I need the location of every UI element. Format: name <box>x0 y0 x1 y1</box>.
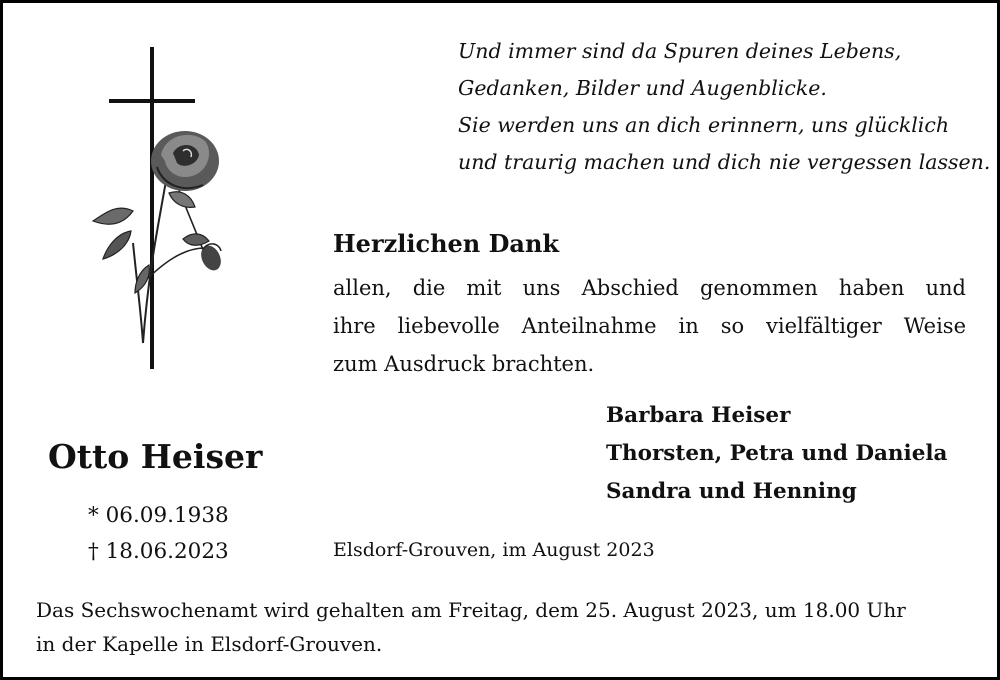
place-and-date: Elsdorf-Grouven, im August 2023 <box>333 539 655 561</box>
thanks-message <box>333 269 966 383</box>
family-member-line: Sandra und Henning <box>606 479 857 504</box>
poem-line: Und immer sind da Spuren deines Lebens, <box>458 39 902 63</box>
poem-line: Gedanken, Bilder und Augenblicke. <box>458 76 827 100</box>
thanks-line: ihre liebevolle Anteilnahme in so vielfältiger Weise <box>333 314 966 338</box>
thanks-heading: Herzlichen Dank <box>333 229 560 258</box>
mass-notice-line: Das Sechswochenamt wird gehalten am Freitag, dem 25. August 2023, um 18.00 Uhr <box>36 598 906 622</box>
poem-line: Sie werden uns an dich erinnern, uns glücklich <box>458 113 950 137</box>
cross-with-rose-icon <box>73 43 243 373</box>
thanks-line: zum Ausdruck brachten. <box>333 352 595 376</box>
family-signatures <box>606 397 948 511</box>
birth-date: * 06.09.1938 <box>88 503 229 528</box>
family-member-line: Barbara Heiser <box>606 403 791 428</box>
thanks-line: allen, die mit uns Abschied genommen haben und <box>333 276 966 300</box>
poem-line: und traurig machen und dich nie vergessen lassen. <box>458 150 991 174</box>
mass-notice <box>36 593 906 661</box>
family-member-line: Thorsten, Petra und Daniela <box>606 441 948 466</box>
death-date: † 18.06.2023 <box>88 539 229 564</box>
mass-notice-line: in der Kapelle in Elsdorf-Grouven. <box>36 632 383 656</box>
memorial-poem <box>458 33 990 181</box>
deceased-name: Otto Heiser <box>48 437 263 476</box>
